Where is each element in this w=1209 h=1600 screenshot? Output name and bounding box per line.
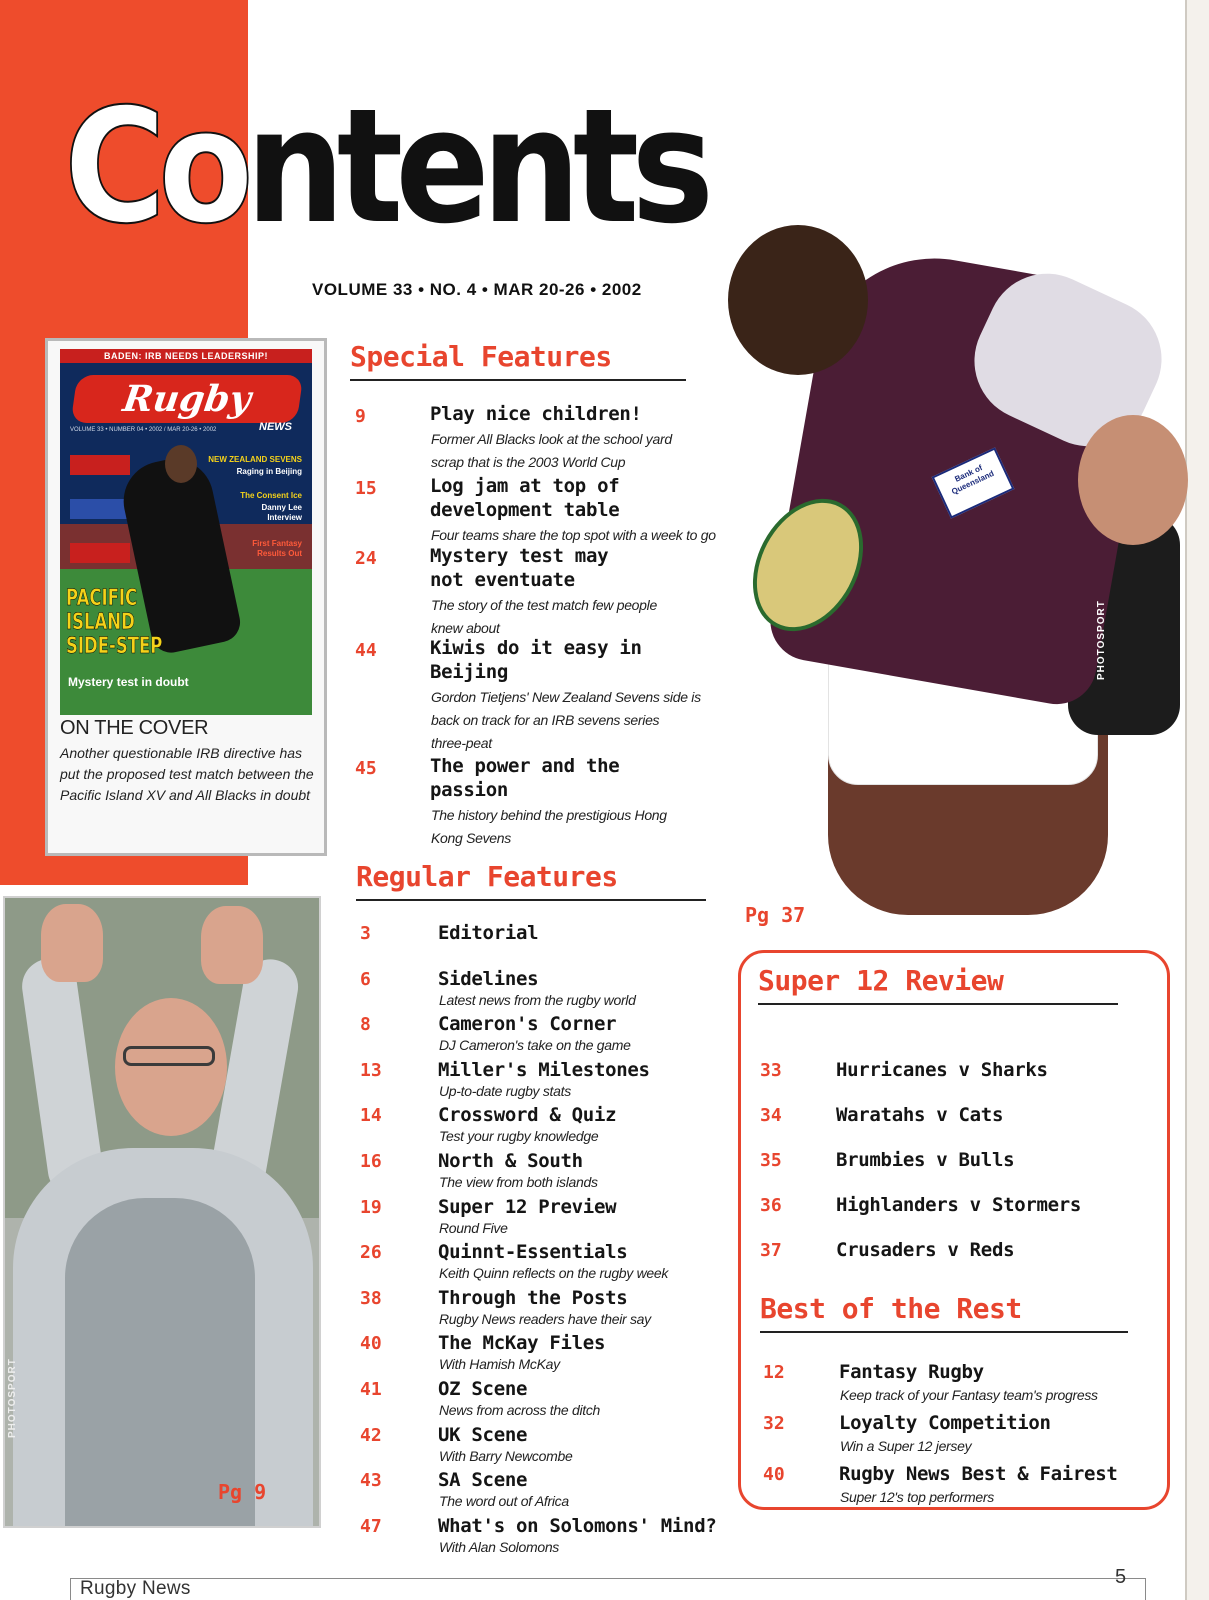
entry-page: 42 <box>360 1425 382 1446</box>
cover-text: Another questionable IRB directive has put the proposed test match between the Pacific Island XV and All Blacks in doubt <box>60 745 314 803</box>
footer-page-number: 5 <box>1115 1566 1127 1588</box>
cover-date-line: VOLUME 33 • NUMBER 04 • 2002 / MAR 20-26 • 2002 <box>70 427 217 433</box>
entry-description: back on track for an IRB sevens series <box>431 712 660 728</box>
entry-title: The McKay Files <box>438 1332 606 1354</box>
entry-title: Miller's Milestones <box>438 1059 650 1081</box>
entry-description: The view from both islands <box>439 1174 598 1190</box>
entry-title: UK Scene <box>438 1424 528 1446</box>
entry-page: 9 <box>355 406 366 427</box>
entry-description: knew about <box>431 620 500 636</box>
entry-description: Test your rugby knowledge <box>439 1128 599 1144</box>
coach-right-hand <box>201 906 263 984</box>
entry-title: Editorial <box>438 922 539 944</box>
entry-title: Fantasy Rugby <box>839 1361 984 1383</box>
entry-title: Rugby News Best & Fairest <box>839 1463 1118 1485</box>
entry-title: Crossword & Quiz <box>438 1104 617 1126</box>
entry-title: SA Scene <box>438 1469 528 1491</box>
coach-photo <box>3 896 321 1528</box>
entry-page: 33 <box>760 1060 782 1081</box>
pg-label-right: Pg 37 <box>745 903 806 927</box>
entry-description: Latest news from the rugby world <box>439 992 636 1008</box>
entry-title: Play nice children! <box>430 403 642 425</box>
entry-title: Loyalty Competition <box>839 1412 1051 1434</box>
cover-banner: BADEN: IRB NEEDS LEADERSHIP! <box>60 349 312 363</box>
hero-photo-credit: PHOTOSPORT <box>1096 600 1107 680</box>
entry-title: Sidelines <box>438 968 539 990</box>
entry-page: 12 <box>763 1362 785 1383</box>
entry-page: 47 <box>360 1516 382 1537</box>
entry-description: Round Five <box>439 1220 508 1236</box>
entry-description: The word out of Africa <box>439 1493 569 1509</box>
page-edge <box>1185 0 1209 1600</box>
entry-description: Former All Blacks look at the school yard <box>431 431 672 447</box>
entry-page: 13 <box>360 1060 382 1081</box>
issue-line: VOLUME 33 • NO. 4 • MAR 20-26 • 2002 <box>312 280 642 299</box>
entry-title: Super 12 Preview <box>438 1196 617 1218</box>
special-features-title: Special Features <box>350 340 686 381</box>
entry-description: News from across the ditch <box>439 1402 601 1418</box>
entry-title: Highlanders v Stormers <box>836 1194 1082 1216</box>
entry-page: 45 <box>355 758 377 779</box>
entry-page: 8 <box>360 1014 371 1035</box>
entry-title: OZ Scene <box>438 1378 528 1400</box>
cover-tag2-sub: Danny Lee Interview <box>261 503 302 522</box>
flag-fiji <box>70 499 130 519</box>
cover-tag2-title: The Consent Ice <box>240 491 302 500</box>
entry-page: 3 <box>360 923 371 944</box>
entry-description: three-peat <box>431 735 492 751</box>
cover-image <box>60 349 312 715</box>
entry-page: 34 <box>760 1105 782 1126</box>
entry-page: 26 <box>360 1242 382 1263</box>
cover-panel <box>45 338 327 856</box>
entry-description: Four teams share the top spot with a week to go <box>431 527 716 543</box>
entry-title: Crusaders v Reds <box>836 1239 1015 1261</box>
coach-glasses <box>123 1046 215 1066</box>
entry-page: 24 <box>355 548 377 569</box>
super12-title: Super 12 Review <box>758 964 1118 1005</box>
flag-tonga <box>70 543 130 563</box>
entry-title: Hurricanes v Sharks <box>836 1059 1048 1081</box>
coach-photo-credit: PHOTOSPORT <box>7 1358 18 1438</box>
cover-tag3-title: First Fantasy Results Out <box>252 539 302 558</box>
entry-description: DJ Cameron's take on the game <box>439 1037 631 1053</box>
coach-coat-inner <box>65 1198 255 1528</box>
entry-page: 37 <box>760 1240 782 1261</box>
sponsor-logo: Bank of Queensland <box>932 447 1015 518</box>
entry-title: Brumbies v Bulls <box>836 1149 1015 1171</box>
cover-player-head <box>165 445 197 483</box>
entry-title: Beijing <box>430 661 508 683</box>
entry-description: With Alan Solomons <box>439 1539 560 1555</box>
entry-description: With Hamish McKay <box>439 1356 560 1372</box>
entry-description: With Barry Newcombe <box>439 1448 573 1464</box>
regular-features-title: Regular Features <box>356 860 706 901</box>
entry-page: 41 <box>360 1379 382 1400</box>
cover-heading: ON THE COVER <box>60 717 209 739</box>
entry-description: Win a Super 12 jersey <box>840 1438 972 1454</box>
entry-title: Log jam at top of <box>430 475 620 497</box>
entry-page: 6 <box>360 969 371 990</box>
entry-title: Quinnt-Essentials <box>438 1241 628 1263</box>
entry-title: Waratahs v Cats <box>836 1104 1004 1126</box>
entry-page: 32 <box>763 1413 785 1434</box>
hero-head <box>728 225 868 375</box>
cover-subhead: Mystery test in doubt <box>68 675 189 689</box>
entry-page: 16 <box>360 1151 382 1172</box>
entry-page: 36 <box>760 1195 782 1216</box>
cover-logo-sub: NEWS <box>259 421 292 433</box>
entry-page: 40 <box>763 1464 785 1485</box>
footer-publication: Rugby News <box>80 1578 191 1599</box>
footer-bar <box>70 1578 1146 1600</box>
entry-title: Through the Posts <box>438 1287 628 1309</box>
entry-page: 44 <box>355 640 377 661</box>
coach-left-hand <box>41 904 103 982</box>
flag-samoa <box>70 455 130 475</box>
entry-page: 14 <box>360 1105 382 1126</box>
cover-tag1-title: NEW ZEALAND SEVENS <box>208 455 302 464</box>
tackler-head <box>1078 415 1188 545</box>
entry-title: North & South <box>438 1150 583 1172</box>
entry-title: development table <box>430 499 620 521</box>
entry-description: Rugby News readers have their say <box>439 1311 651 1327</box>
entry-title: Cameron's Corner <box>438 1013 617 1035</box>
cover-headline-text: PACIFIC ISLAND SIDE-STEP <box>66 586 163 659</box>
entry-title: passion <box>430 779 508 801</box>
entry-page: 43 <box>360 1470 382 1491</box>
entry-page: 35 <box>760 1150 782 1171</box>
hero-photo <box>728 225 1180 945</box>
cover-tag1-sub: Raging in Beijing <box>236 467 302 476</box>
cover-logo: Rugby <box>71 375 304 423</box>
entry-title: The power and the <box>430 755 620 777</box>
entry-title: not eventuate <box>430 569 575 591</box>
page-title-first: Co <box>64 75 246 259</box>
coach-head <box>115 998 227 1136</box>
page-title-rest: ntents <box>245 75 707 259</box>
entry-page: 15 <box>355 478 377 499</box>
pg-label-left: Pg 9 <box>218 1480 267 1504</box>
entry-page: 19 <box>360 1197 382 1218</box>
entry-description: Gordon Tietjens' New Zealand Sevens side is <box>431 689 701 705</box>
best-rest-title: Best of the Rest <box>760 1292 1128 1333</box>
entry-description: Up-to-date rugby stats <box>439 1083 571 1099</box>
entry-page: 38 <box>360 1288 382 1309</box>
entry-title: What's on Solomons' Mind? <box>438 1515 717 1537</box>
entry-description: Keith Quinn reflects on the rugby week <box>439 1265 669 1281</box>
entry-page: 40 <box>360 1333 382 1354</box>
page-title <box>64 75 707 259</box>
entry-description: The history behind the prestigious Hong <box>431 807 667 823</box>
entry-description: Keep track of your Fantasy team's progress <box>840 1387 1098 1403</box>
entry-description: Super 12's top performers <box>840 1489 994 1505</box>
entry-description: The story of the test match few people <box>431 597 657 613</box>
entry-title: Kiwis do it easy in <box>430 637 642 659</box>
entry-title: Mystery test may <box>430 545 609 567</box>
entry-description: scrap that is the 2003 World Cup <box>431 454 626 470</box>
cover-headline <box>66 587 179 659</box>
entry-description: Kong Sevens <box>431 830 511 846</box>
